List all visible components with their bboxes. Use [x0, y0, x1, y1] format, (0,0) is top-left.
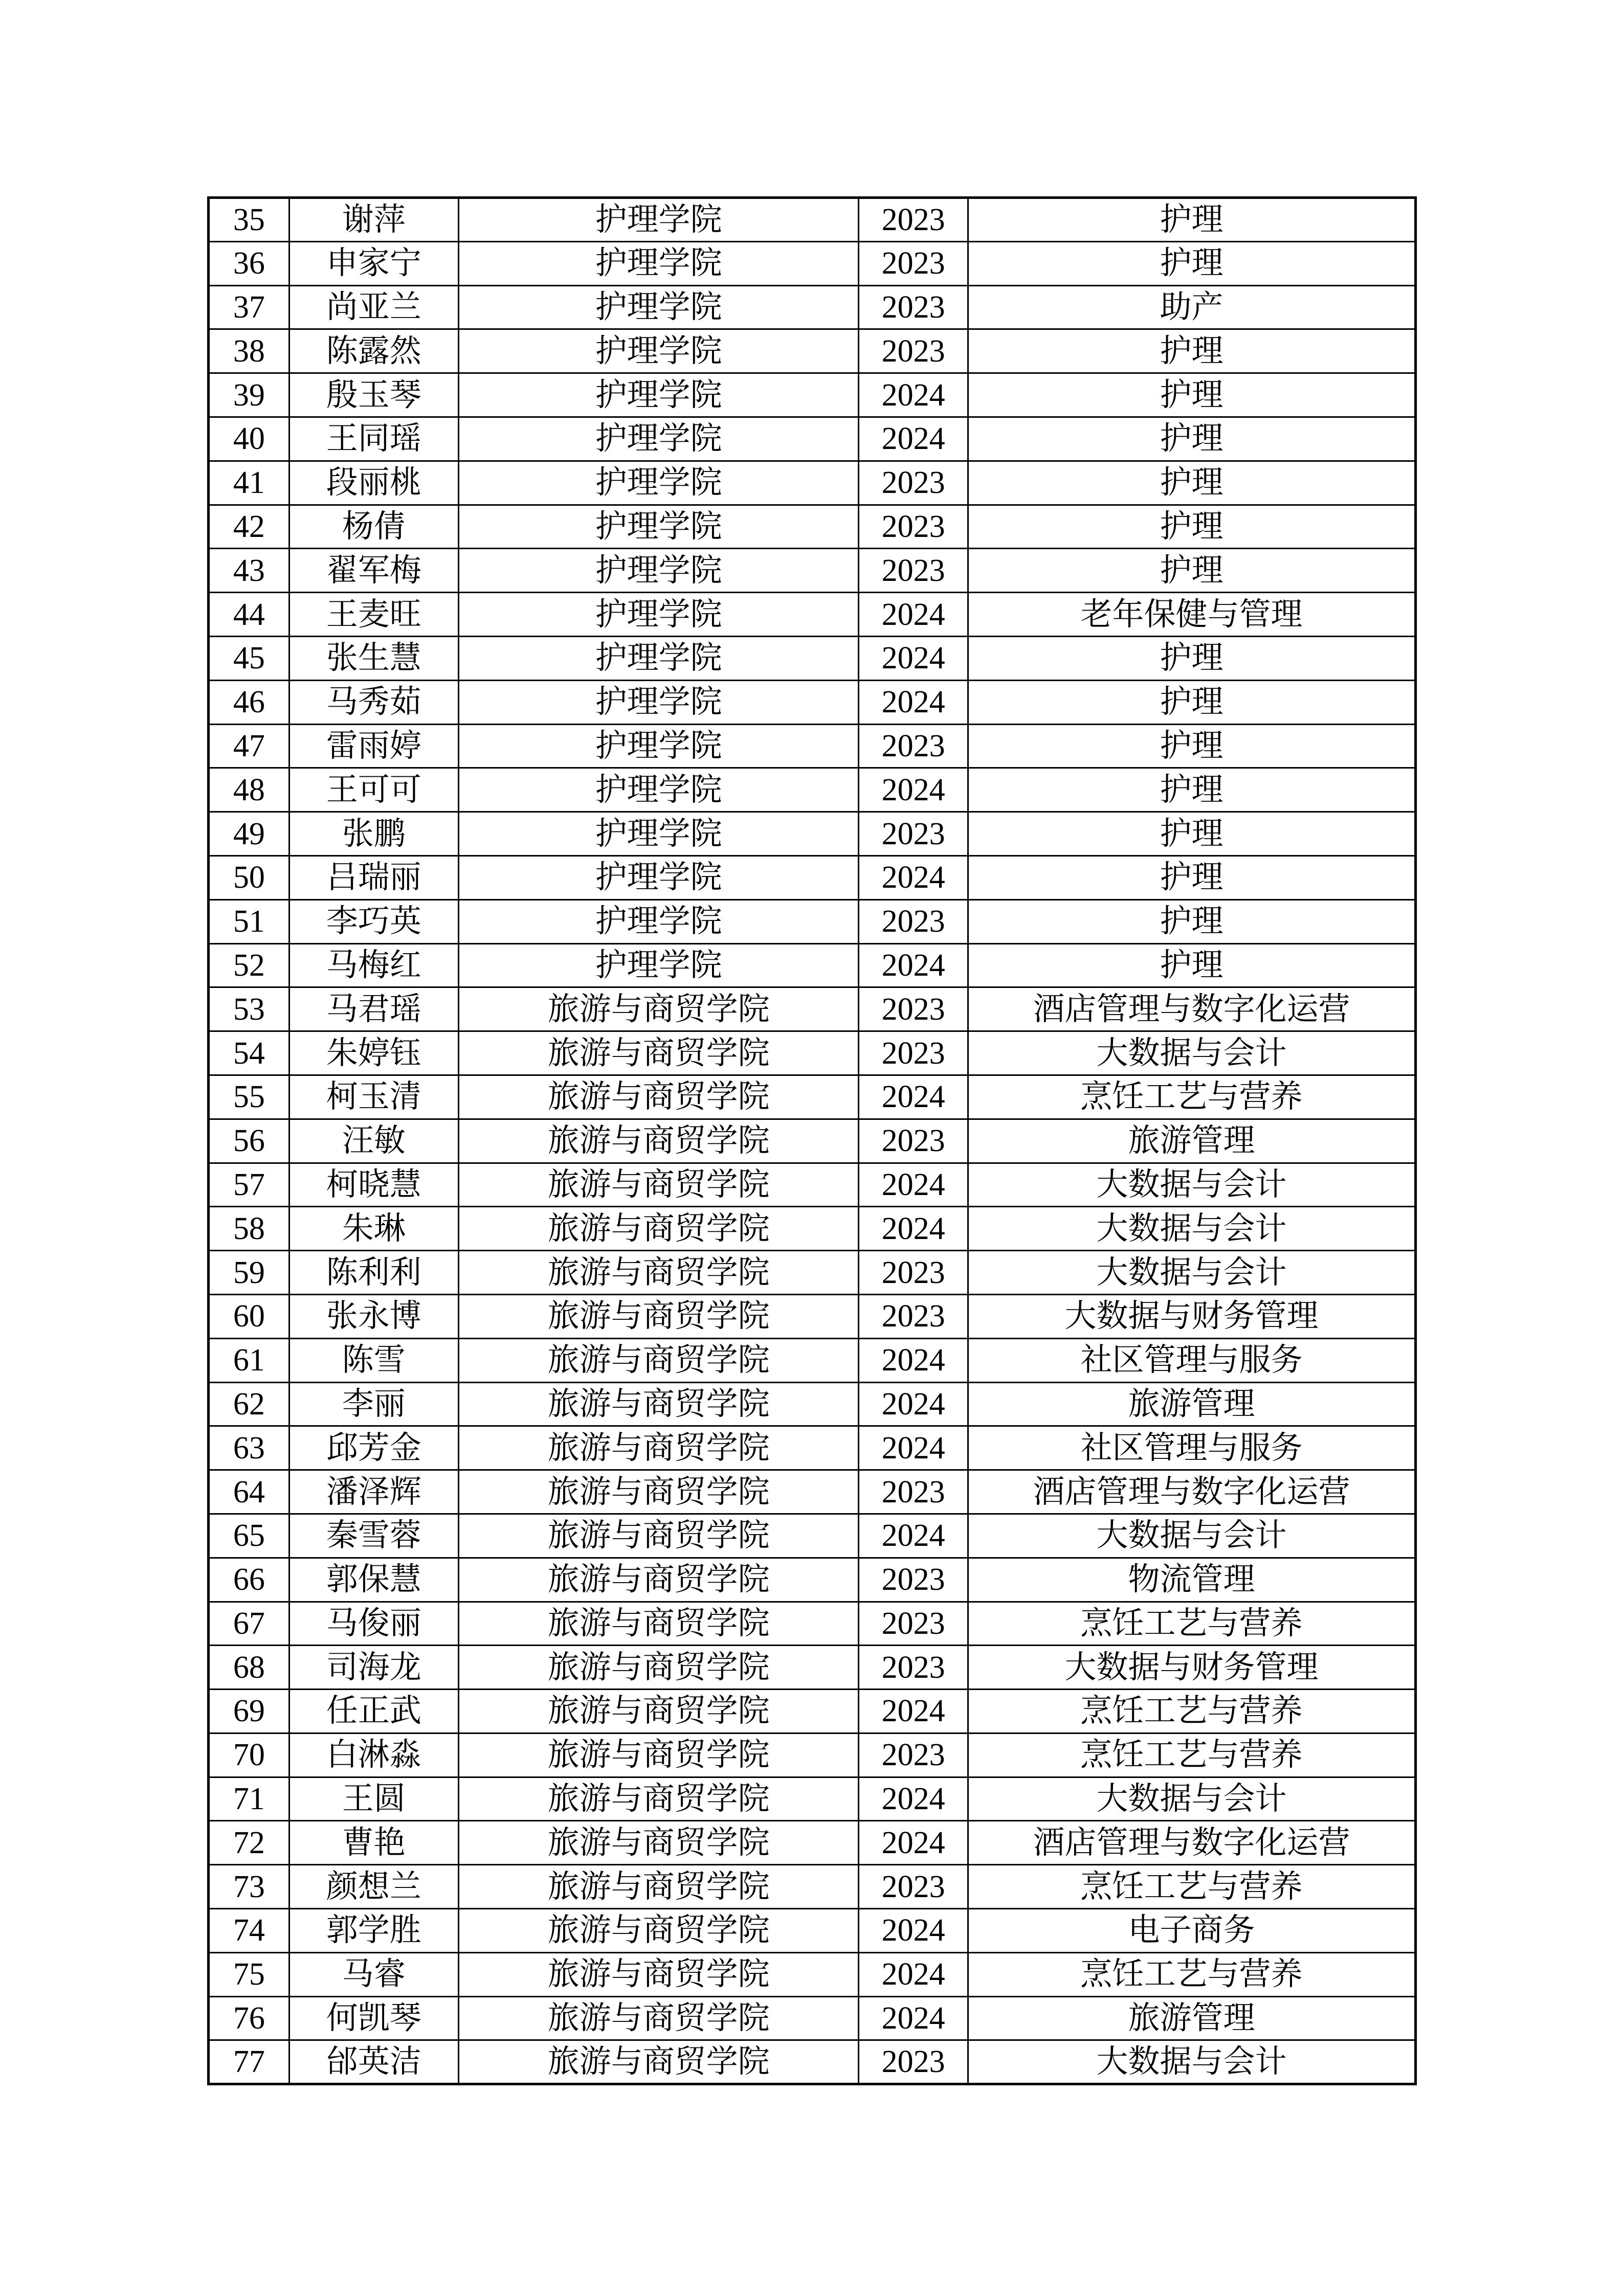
major-cell: 旅游管理: [968, 1996, 1415, 2040]
table-row: [209, 1338, 1416, 1382]
college-cell: 旅游与商贸学院: [458, 1602, 858, 1646]
major-cell: 护理: [968, 461, 1415, 505]
table-row: [209, 1382, 1416, 1426]
major-cell: 酒店管理与数字化运营: [968, 987, 1415, 1031]
row-number-cell: 65: [209, 1514, 290, 1558]
student-name-cell: 潘泽辉: [289, 1470, 458, 1514]
student-name-cell: 朱琳: [289, 1207, 458, 1251]
college-cell: 护理学院: [458, 680, 858, 724]
student-name-cell: 杨倩: [289, 505, 458, 549]
enrollment-year-cell: 2023: [859, 987, 968, 1031]
major-cell: 烹饪工艺与营养: [968, 1865, 1415, 1909]
major-cell: 护理: [968, 680, 1415, 724]
college-cell: 旅游与商贸学院: [458, 1514, 858, 1558]
row-number-cell: 77: [209, 2040, 290, 2084]
row-number-cell: 43: [209, 549, 290, 593]
student-name-cell: 马睿: [289, 1952, 458, 1996]
row-number-cell: 41: [209, 461, 290, 505]
row-number-cell: 49: [209, 812, 290, 856]
student-name-cell: 任正武: [289, 1690, 458, 1734]
table-row: [209, 198, 1416, 242]
table-row: [209, 1821, 1416, 1865]
table-row: [209, 2040, 1416, 2084]
student-name-cell: 段丽桃: [289, 461, 458, 505]
college-cell: 旅游与商贸学院: [458, 1558, 858, 1602]
student-name-cell: 马梅红: [289, 943, 458, 987]
college-cell: 旅游与商贸学院: [458, 1909, 858, 1953]
student-name-cell: 汪敏: [289, 1119, 458, 1163]
major-cell: 护理: [968, 856, 1415, 899]
major-cell: 大数据与财务管理: [968, 1646, 1415, 1690]
table-row: [209, 899, 1416, 943]
student-name-cell: 柯玉清: [289, 1075, 458, 1119]
student-name-cell: 陈露然: [289, 329, 458, 373]
major-cell: 烹饪工艺与营养: [968, 1952, 1415, 1996]
row-number-cell: 75: [209, 1952, 290, 1996]
college-cell: 旅游与商贸学院: [458, 1470, 858, 1514]
enrollment-year-cell: 2023: [859, 899, 968, 943]
enrollment-year-cell: 2023: [859, 1865, 968, 1909]
row-number-cell: 73: [209, 1865, 290, 1909]
table-row: [209, 373, 1416, 417]
student-name-cell: 张鹏: [289, 812, 458, 856]
college-cell: 旅游与商贸学院: [458, 1426, 858, 1470]
row-number-cell: 44: [209, 593, 290, 637]
enrollment-year-cell: 2024: [859, 1690, 968, 1734]
enrollment-year-cell: 2024: [859, 943, 968, 987]
enrollment-year-cell: 2024: [859, 1821, 968, 1865]
college-cell: 旅游与商贸学院: [458, 1646, 858, 1690]
college-cell: 护理学院: [458, 198, 858, 242]
college-cell: 护理学院: [458, 724, 858, 768]
enrollment-year-cell: 2024: [859, 1207, 968, 1251]
enrollment-year-cell: 2023: [859, 1031, 968, 1075]
table-row: [209, 1996, 1416, 2040]
table-row: [209, 1207, 1416, 1251]
major-cell: 护理: [968, 636, 1415, 680]
college-cell: 旅游与商贸学院: [458, 987, 858, 1031]
row-number-cell: 48: [209, 768, 290, 812]
table-row: [209, 285, 1416, 329]
major-cell: 护理: [968, 943, 1415, 987]
student-name-cell: 李丽: [289, 1382, 458, 1426]
major-cell: 旅游管理: [968, 1382, 1415, 1426]
row-number-cell: 67: [209, 1602, 290, 1646]
table-row: [209, 461, 1416, 505]
college-cell: 护理学院: [458, 417, 858, 461]
row-number-cell: 70: [209, 1733, 290, 1777]
row-number-cell: 36: [209, 241, 290, 285]
table-row: [209, 1031, 1416, 1075]
enrollment-year-cell: 2023: [859, 1602, 968, 1646]
college-cell: 旅游与商贸学院: [458, 1075, 858, 1119]
college-cell: 旅游与商贸学院: [458, 1382, 858, 1426]
major-cell: 护理: [968, 505, 1415, 549]
college-cell: 护理学院: [458, 329, 858, 373]
student-name-cell: 张永博: [289, 1294, 458, 1338]
table-row: [209, 1690, 1416, 1734]
college-cell: 旅游与商贸学院: [458, 1865, 858, 1909]
college-cell: 旅游与商贸学院: [458, 1163, 858, 1207]
row-number-cell: 63: [209, 1426, 290, 1470]
row-number-cell: 61: [209, 1338, 290, 1382]
student-name-cell: 翟军梅: [289, 549, 458, 593]
row-number-cell: 45: [209, 636, 290, 680]
row-number-cell: 57: [209, 1163, 290, 1207]
table-row: [209, 549, 1416, 593]
table-row: [209, 768, 1416, 812]
college-cell: 护理学院: [458, 549, 858, 593]
enrollment-year-cell: 2023: [859, 241, 968, 285]
student-name-cell: 殷玉琴: [289, 373, 458, 417]
college-cell: 护理学院: [458, 505, 858, 549]
enrollment-year-cell: 2023: [859, 461, 968, 505]
enrollment-year-cell: 2023: [859, 1646, 968, 1690]
row-number-cell: 55: [209, 1075, 290, 1119]
college-cell: 护理学院: [458, 856, 858, 899]
college-cell: 护理学院: [458, 899, 858, 943]
student-roster-table: [207, 196, 1417, 2085]
student-name-cell: 朱婷钰: [289, 1031, 458, 1075]
student-name-cell: 颜想兰: [289, 1865, 458, 1909]
student-name-cell: 谢萍: [289, 198, 458, 242]
college-cell: 护理学院: [458, 241, 858, 285]
table-row: [209, 856, 1416, 899]
student-name-cell: 马俊丽: [289, 1602, 458, 1646]
student-name-cell: 郭保慧: [289, 1558, 458, 1602]
enrollment-year-cell: 2024: [859, 1952, 968, 1996]
table-row: [209, 680, 1416, 724]
major-cell: 社区管理与服务: [968, 1426, 1415, 1470]
table-row: [209, 1952, 1416, 1996]
row-number-cell: 42: [209, 505, 290, 549]
enrollment-year-cell: 2024: [859, 1075, 968, 1119]
row-number-cell: 71: [209, 1777, 290, 1821]
table-row: [209, 329, 1416, 373]
row-number-cell: 38: [209, 329, 290, 373]
table-row: [209, 1777, 1416, 1821]
major-cell: 大数据与会计: [968, 1777, 1415, 1821]
row-number-cell: 47: [209, 724, 290, 768]
enrollment-year-cell: 2024: [859, 1382, 968, 1426]
table-row: [209, 505, 1416, 549]
table-row: [209, 1119, 1416, 1163]
college-cell: 旅游与商贸学院: [458, 1690, 858, 1734]
table-row: [209, 1251, 1416, 1295]
enrollment-year-cell: 2023: [859, 549, 968, 593]
student-name-cell: 王同瑶: [289, 417, 458, 461]
major-cell: 旅游管理: [968, 1119, 1415, 1163]
table-row: [209, 1294, 1416, 1338]
row-number-cell: 37: [209, 285, 290, 329]
table-row: [209, 1865, 1416, 1909]
college-cell: 护理学院: [458, 373, 858, 417]
table-row: [209, 636, 1416, 680]
student-roster-body: [209, 198, 1416, 2084]
table-row: [209, 1426, 1416, 1470]
row-number-cell: 46: [209, 680, 290, 724]
college-cell: 旅游与商贸学院: [458, 1207, 858, 1251]
enrollment-year-cell: 2023: [859, 505, 968, 549]
row-number-cell: 59: [209, 1251, 290, 1295]
college-cell: 护理学院: [458, 285, 858, 329]
college-cell: 护理学院: [458, 812, 858, 856]
enrollment-year-cell: 2024: [859, 768, 968, 812]
major-cell: 护理: [968, 198, 1415, 242]
row-number-cell: 74: [209, 1909, 290, 1953]
major-cell: 助产: [968, 285, 1415, 329]
student-name-cell: 王麦旺: [289, 593, 458, 637]
student-name-cell: 白淋淼: [289, 1733, 458, 1777]
enrollment-year-cell: 2024: [859, 1777, 968, 1821]
row-number-cell: 53: [209, 987, 290, 1031]
table-row: [209, 1075, 1416, 1119]
enrollment-year-cell: 2023: [859, 1470, 968, 1514]
major-cell: 电子商务: [968, 1909, 1415, 1953]
major-cell: 酒店管理与数字化运营: [968, 1821, 1415, 1865]
row-number-cell: 66: [209, 1558, 290, 1602]
major-cell: 大数据与会计: [968, 1163, 1415, 1207]
row-number-cell: 58: [209, 1207, 290, 1251]
row-number-cell: 50: [209, 856, 290, 899]
major-cell: 社区管理与服务: [968, 1338, 1415, 1382]
enrollment-year-cell: 2023: [859, 1251, 968, 1295]
row-number-cell: 64: [209, 1470, 290, 1514]
major-cell: 护理: [968, 812, 1415, 856]
table-row: [209, 987, 1416, 1031]
table-row: [209, 1733, 1416, 1777]
enrollment-year-cell: 2023: [859, 812, 968, 856]
major-cell: 护理: [968, 329, 1415, 373]
major-cell: 护理: [968, 417, 1415, 461]
enrollment-year-cell: 2023: [859, 1119, 968, 1163]
table-row: [209, 1602, 1416, 1646]
table-row: [209, 1163, 1416, 1207]
student-name-cell: 马君瑶: [289, 987, 458, 1031]
enrollment-year-cell: 2023: [859, 724, 968, 768]
enrollment-year-cell: 2024: [859, 856, 968, 899]
major-cell: 护理: [968, 768, 1415, 812]
major-cell: 大数据与会计: [968, 2040, 1415, 2084]
table-row: [209, 1646, 1416, 1690]
student-name-cell: 申家宁: [289, 241, 458, 285]
major-cell: 大数据与财务管理: [968, 1294, 1415, 1338]
major-cell: 护理: [968, 549, 1415, 593]
college-cell: 护理学院: [458, 461, 858, 505]
enrollment-year-cell: 2023: [859, 1294, 968, 1338]
major-cell: 护理: [968, 724, 1415, 768]
enrollment-year-cell: 2024: [859, 1909, 968, 1953]
major-cell: 大数据与会计: [968, 1031, 1415, 1075]
row-number-cell: 39: [209, 373, 290, 417]
row-number-cell: 60: [209, 1294, 290, 1338]
student-name-cell: 郭学胜: [289, 1909, 458, 1953]
student-name-cell: 司海龙: [289, 1646, 458, 1690]
enrollment-year-cell: 2023: [859, 285, 968, 329]
enrollment-year-cell: 2024: [859, 636, 968, 680]
major-cell: 烹饪工艺与营养: [968, 1690, 1415, 1734]
student-name-cell: 李巧英: [289, 899, 458, 943]
student-name-cell: 王可可: [289, 768, 458, 812]
enrollment-year-cell: 2023: [859, 329, 968, 373]
student-name-cell: 陈利利: [289, 1251, 458, 1295]
enrollment-year-cell: 2023: [859, 2040, 968, 2084]
row-number-cell: 51: [209, 899, 290, 943]
college-cell: 旅游与商贸学院: [458, 1733, 858, 1777]
college-cell: 护理学院: [458, 943, 858, 987]
major-cell: 烹饪工艺与营养: [968, 1733, 1415, 1777]
row-number-cell: 56: [209, 1119, 290, 1163]
college-cell: 旅游与商贸学院: [458, 1777, 858, 1821]
row-number-cell: 62: [209, 1382, 290, 1426]
table-row: [209, 1514, 1416, 1558]
college-cell: 旅游与商贸学院: [458, 1294, 858, 1338]
table-row: [209, 1909, 1416, 1953]
student-name-cell: 曹艳: [289, 1821, 458, 1865]
college-cell: 旅游与商贸学院: [458, 1338, 858, 1382]
row-number-cell: 68: [209, 1646, 290, 1690]
enrollment-year-cell: 2023: [859, 1558, 968, 1602]
row-number-cell: 76: [209, 1996, 290, 2040]
college-cell: 护理学院: [458, 593, 858, 637]
enrollment-year-cell: 2024: [859, 1996, 968, 2040]
table-row: [209, 943, 1416, 987]
enrollment-year-cell: 2024: [859, 373, 968, 417]
enrollment-year-cell: 2024: [859, 593, 968, 637]
row-number-cell: 69: [209, 1690, 290, 1734]
row-number-cell: 35: [209, 198, 290, 242]
major-cell: 物流管理: [968, 1558, 1415, 1602]
enrollment-year-cell: 2023: [859, 198, 968, 242]
college-cell: 旅游与商贸学院: [458, 1251, 858, 1295]
row-number-cell: 72: [209, 1821, 290, 1865]
major-cell: 烹饪工艺与营养: [968, 1075, 1415, 1119]
student-name-cell: 邱芳金: [289, 1426, 458, 1470]
major-cell: 大数据与会计: [968, 1207, 1415, 1251]
table-row: [209, 593, 1416, 637]
college-cell: 旅游与商贸学院: [458, 1031, 858, 1075]
student-name-cell: 张生慧: [289, 636, 458, 680]
college-cell: 旅游与商贸学院: [458, 1996, 858, 2040]
table-row: [209, 417, 1416, 461]
major-cell: 烹饪工艺与营养: [968, 1602, 1415, 1646]
student-name-cell: 柯晓慧: [289, 1163, 458, 1207]
major-cell: 护理: [968, 899, 1415, 943]
row-number-cell: 54: [209, 1031, 290, 1075]
college-cell: 旅游与商贸学院: [458, 1119, 858, 1163]
student-name-cell: 王圆: [289, 1777, 458, 1821]
major-cell: 护理: [968, 241, 1415, 285]
enrollment-year-cell: 2024: [859, 680, 968, 724]
table-row: [209, 724, 1416, 768]
major-cell: 酒店管理与数字化运营: [968, 1470, 1415, 1514]
student-name-cell: 马秀茹: [289, 680, 458, 724]
enrollment-year-cell: 2023: [859, 1733, 968, 1777]
table-row: [209, 241, 1416, 285]
student-name-cell: 吕瑞丽: [289, 856, 458, 899]
table-row: [209, 812, 1416, 856]
college-cell: 旅游与商贸学院: [458, 1821, 858, 1865]
enrollment-year-cell: 2024: [859, 1426, 968, 1470]
enrollment-year-cell: 2024: [859, 417, 968, 461]
enrollment-year-cell: 2024: [859, 1514, 968, 1558]
major-cell: 护理: [968, 373, 1415, 417]
student-name-cell: 何凯琴: [289, 1996, 458, 2040]
student-name-cell: 秦雪蓉: [289, 1514, 458, 1558]
college-cell: 旅游与商贸学院: [458, 1952, 858, 1996]
student-name-cell: 雷雨婷: [289, 724, 458, 768]
table-row: [209, 1470, 1416, 1514]
student-name-cell: 邰英洁: [289, 2040, 458, 2084]
major-cell: 大数据与会计: [968, 1251, 1415, 1295]
row-number-cell: 40: [209, 417, 290, 461]
major-cell: 大数据与会计: [968, 1514, 1415, 1558]
enrollment-year-cell: 2024: [859, 1338, 968, 1382]
row-number-cell: 52: [209, 943, 290, 987]
major-cell: 老年保健与管理: [968, 593, 1415, 637]
college-cell: 旅游与商贸学院: [458, 2040, 858, 2084]
student-name-cell: 陈雪: [289, 1338, 458, 1382]
table-row: [209, 1558, 1416, 1602]
enrollment-year-cell: 2024: [859, 1163, 968, 1207]
college-cell: 护理学院: [458, 768, 858, 812]
college-cell: 护理学院: [458, 636, 858, 680]
student-name-cell: 尚亚兰: [289, 285, 458, 329]
